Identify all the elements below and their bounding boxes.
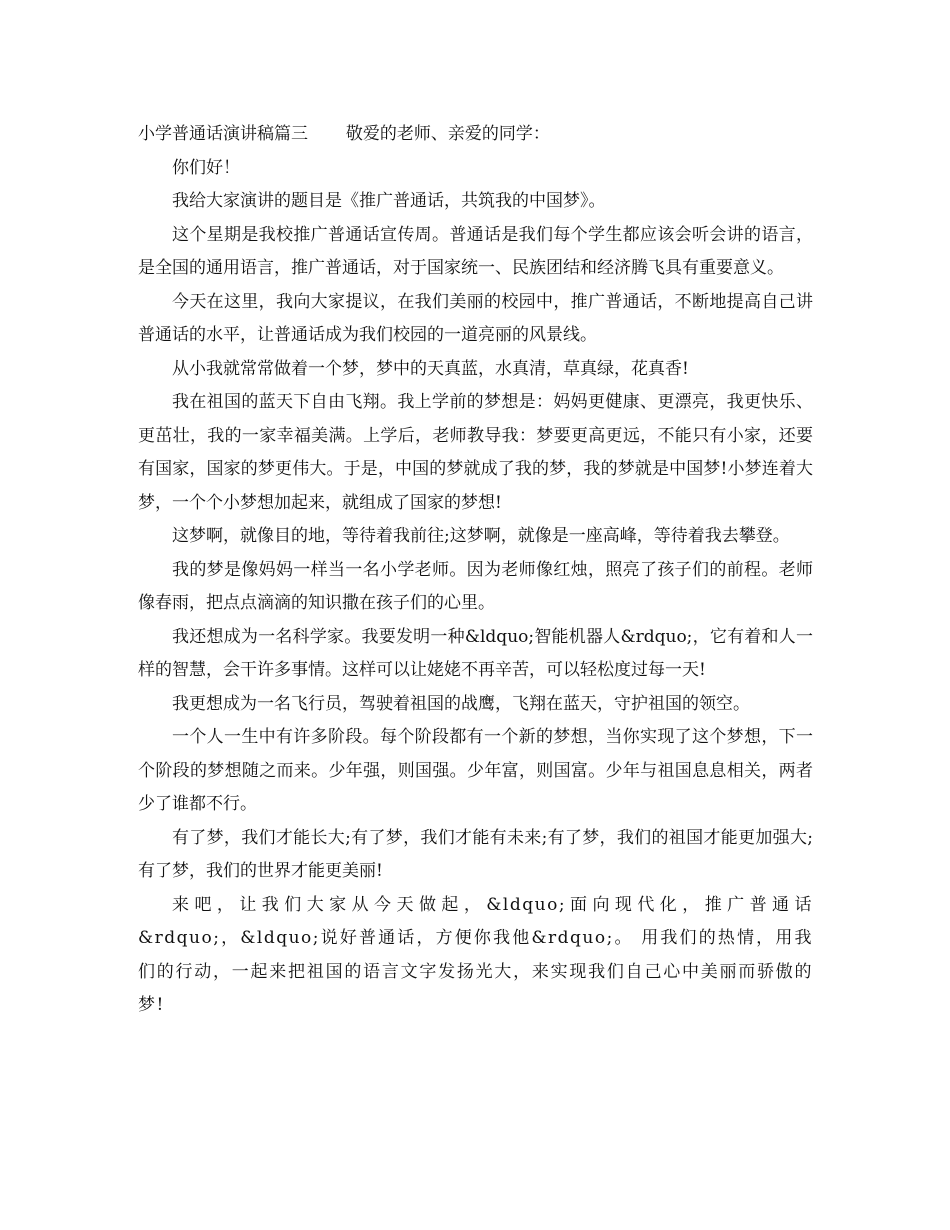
paragraph-having-dreams: 有了梦，我们才能长大;有了梦，我们才能有未来;有了梦，我们的祖国才能更加强大;有了梦，我们的世界才能更美丽! [138, 827, 813, 881]
document-page [138, 118, 813, 1023]
paragraph-pilot-dream: 我更想成为一名飞行员，驾驶着祖国的战鹰，飞翔在蓝天，守护祖国的领空。 [172, 693, 750, 714]
paragraph-teacher-dream: 我的梦是像妈妈一样当一名小学老师。因为老师像红烛，照亮了孩子们的前程。老师像春雨，把点点滴滴的知识撒在孩子们的心里。 [138, 559, 813, 613]
paragraph-promotion-week: 这个星期是我校推广普通话宣传周。普通话是我们每个学生都应该会听会讲的语言，是全国的通用语言，推广普通话，对于国家统一、民族团结和经济腾飞具有重要意义。 [138, 224, 813, 278]
paragraph-call-to-action: 来吧，让我们大家从今天做起，&ldquo;面向现代化，推广普通话&rdquo;，&ldquo;说好普通话，方便你我他&rdquo;。 用我们的热情，用我们的行动，一起来把祖国的语言文字发扬光大，来实现我们自己心中美丽而骄傲的梦! [138, 894, 813, 1015]
paragraph-scientist-dream: 我还想成为一名科学家。我要发明一种&ldquo;智能机器人&rdquo;，它有着和人一样的智慧，会干许多事情。这样可以让姥姥不再辛苦，可以轻松度过每一天! [138, 626, 813, 680]
paragraph-flying-dream: 我在祖国的蓝天下自由飞翔。我上学前的梦想是：妈妈更健康、更漂亮，我更快乐、更茁壮，我的一家幸福美满。上学后，老师教导我：梦要更高更远，不能只有小家，还要有国家，国家的梦更伟大。于是，中国的梦就成了我的梦，我的梦就是中国梦!小梦连着大梦，一个个小梦想加起来，就组成了国家的梦想! [138, 392, 813, 513]
paragraph-speech-topic: 我给大家演讲的题目是《推广普通话，共筑我的中国梦》。 [172, 191, 606, 211]
paragraph-childhood-dream: 从小我就常常做着一个梦，梦中的天真蓝，水真清，草真绿，花真香! [172, 358, 689, 379]
document-title-line: 小学普通话演讲稿篇三 敬爱的老师、亲爱的同学： [138, 124, 550, 144]
paragraph-life-stages: 一个人一生中有许多阶段。每个阶段都有一个新的梦想，当你实现了这个梦想，下一个阶段的梦想随之而来。少年强，则国强。少年富，则国富。少年与祖国息息相关，两者少了谁都不行。 [138, 727, 813, 814]
paragraph-proposal: 今天在这里，我向大家提议，在我们美丽的校园中，推广普通话，不断地提高自己讲普通话的水平，让普通话成为我们校园的一道亮丽的风景线。 [138, 291, 813, 345]
paragraph-dream-destination: 这梦啊，就像目的地，等待着我前往;这梦啊，就像是一座高峰，等待着我去攀登。 [172, 526, 790, 546]
paragraph-greeting: 你们好！ [172, 157, 240, 178]
